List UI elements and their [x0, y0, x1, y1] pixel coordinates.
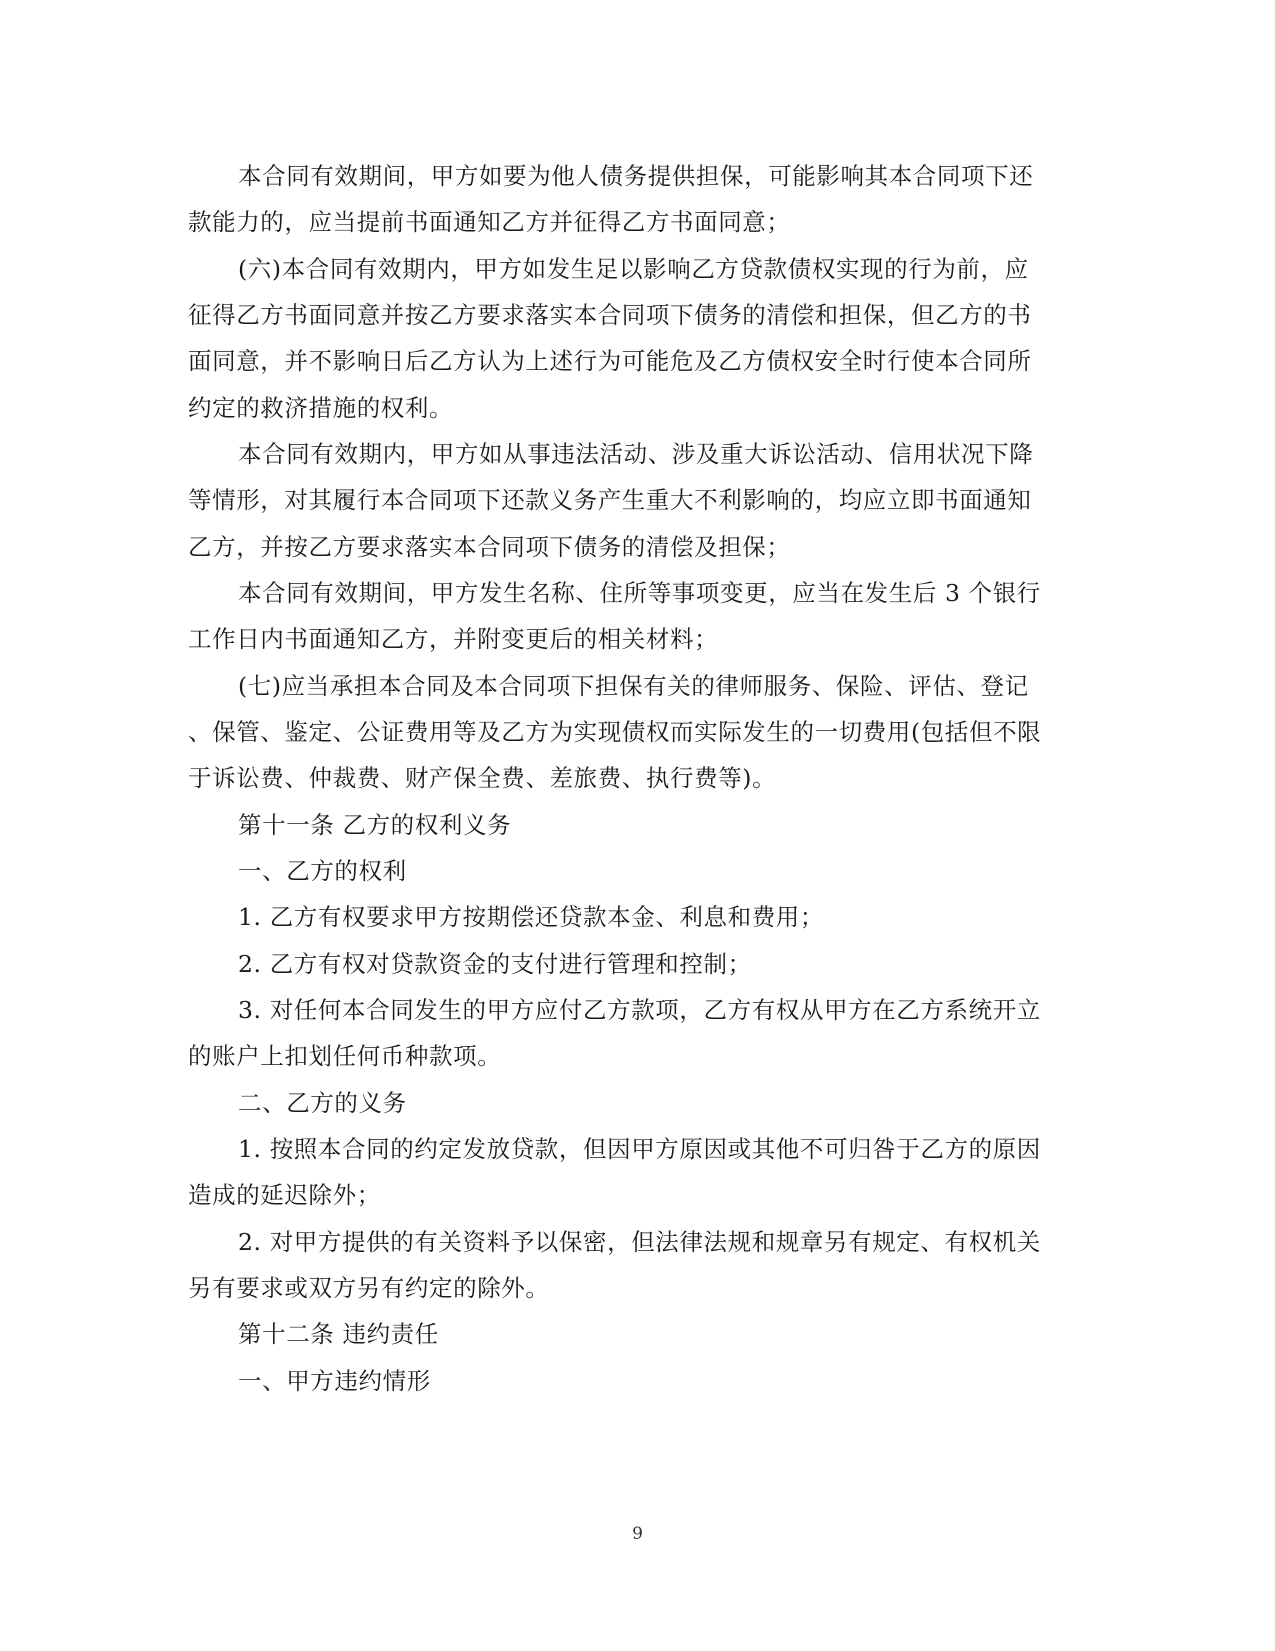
paragraph-line: 约定的救济措施的权利。 [188, 394, 454, 422]
paragraph-line: 面同意，并不影响日后乙方认为上述行为可能危及乙方债权安全时行使本合同所 [188, 347, 1032, 375]
page-number: 9 [632, 1524, 643, 1544]
paragraph-line: 造成的延迟除外； [188, 1181, 381, 1209]
paragraph-line: 另有要求或双方另有约定的除外。 [188, 1274, 550, 1302]
paragraph-line: 的账户上扣划任何币种款项。 [188, 1042, 502, 1070]
section-heading: 第十一条 乙方的权利义务 [238, 811, 512, 839]
paragraph-line: 款能力的，应当提前书面通知乙方并征得乙方书面同意； [188, 208, 791, 236]
paragraph-line: 乙方，并按乙方要求落实本合同项下债务的清偿及担保； [188, 533, 791, 561]
paragraph-line: (六)本合同有效期内，甲方如发生足以影响乙方贷款债权实现的行为前，应 [238, 255, 1029, 283]
subsection-heading: 一、乙方的权利 [238, 857, 407, 885]
list-item: 3. 对任何本合同发生的甲方应付乙方款项，乙方有权从甲方在乙方系统开立 [238, 996, 1041, 1024]
subsection-heading: 一、甲方违约情形 [238, 1367, 431, 1395]
paragraph-line: 本合同有效期间，甲方如要为他人债务提供担保，可能影响其本合同项下还 [238, 162, 1034, 190]
paragraph-line: 征得乙方书面同意并按乙方要求落实本合同项下债务的清偿和担保，但乙方的书 [188, 301, 1032, 329]
list-item: 2. 对甲方提供的有关资料予以保密，但法律法规和规章另有规定、有权机关 [238, 1228, 1041, 1256]
list-item: 2. 乙方有权对贷款资金的支付进行管理和控制； [238, 950, 752, 978]
paragraph-line: 本合同有效期间，甲方发生名称、住所等事项变更，应当在发生后 3 个银行 [238, 579, 1041, 607]
paragraph-line: 、保管、鉴定、公证费用等及乙方为实现债权而实际发生的一切费用(包括但不限 [188, 718, 1042, 746]
subsection-heading: 二、乙方的义务 [238, 1089, 407, 1117]
paragraph-line: (七)应当承担本合同及本合同项下担保有关的律师服务、保险、评估、登记 [238, 672, 1029, 700]
paragraph-line: 本合同有效期内，甲方如从事违法活动、涉及重大诉讼活动、信用状况下降 [238, 440, 1034, 468]
paragraph-line: 工作日内书面通知乙方，并附变更后的相关材料； [188, 625, 719, 653]
paragraph-line: 等情形，对其履行本合同项下还款义务产生重大不利影响的，均应立即书面通知 [188, 486, 1032, 514]
paragraph-line: 于诉讼费、仲裁费、财产保全费、差旅费、执行费等)。 [188, 764, 777, 792]
list-item: 1. 乙方有权要求甲方按期偿还贷款本金、利息和费用； [238, 903, 824, 931]
list-item: 1. 按照本合同的约定发放贷款，但因甲方原因或其他不可归咎于乙方的原因 [238, 1135, 1041, 1163]
section-heading: 第十二条 违约责任 [238, 1320, 439, 1348]
